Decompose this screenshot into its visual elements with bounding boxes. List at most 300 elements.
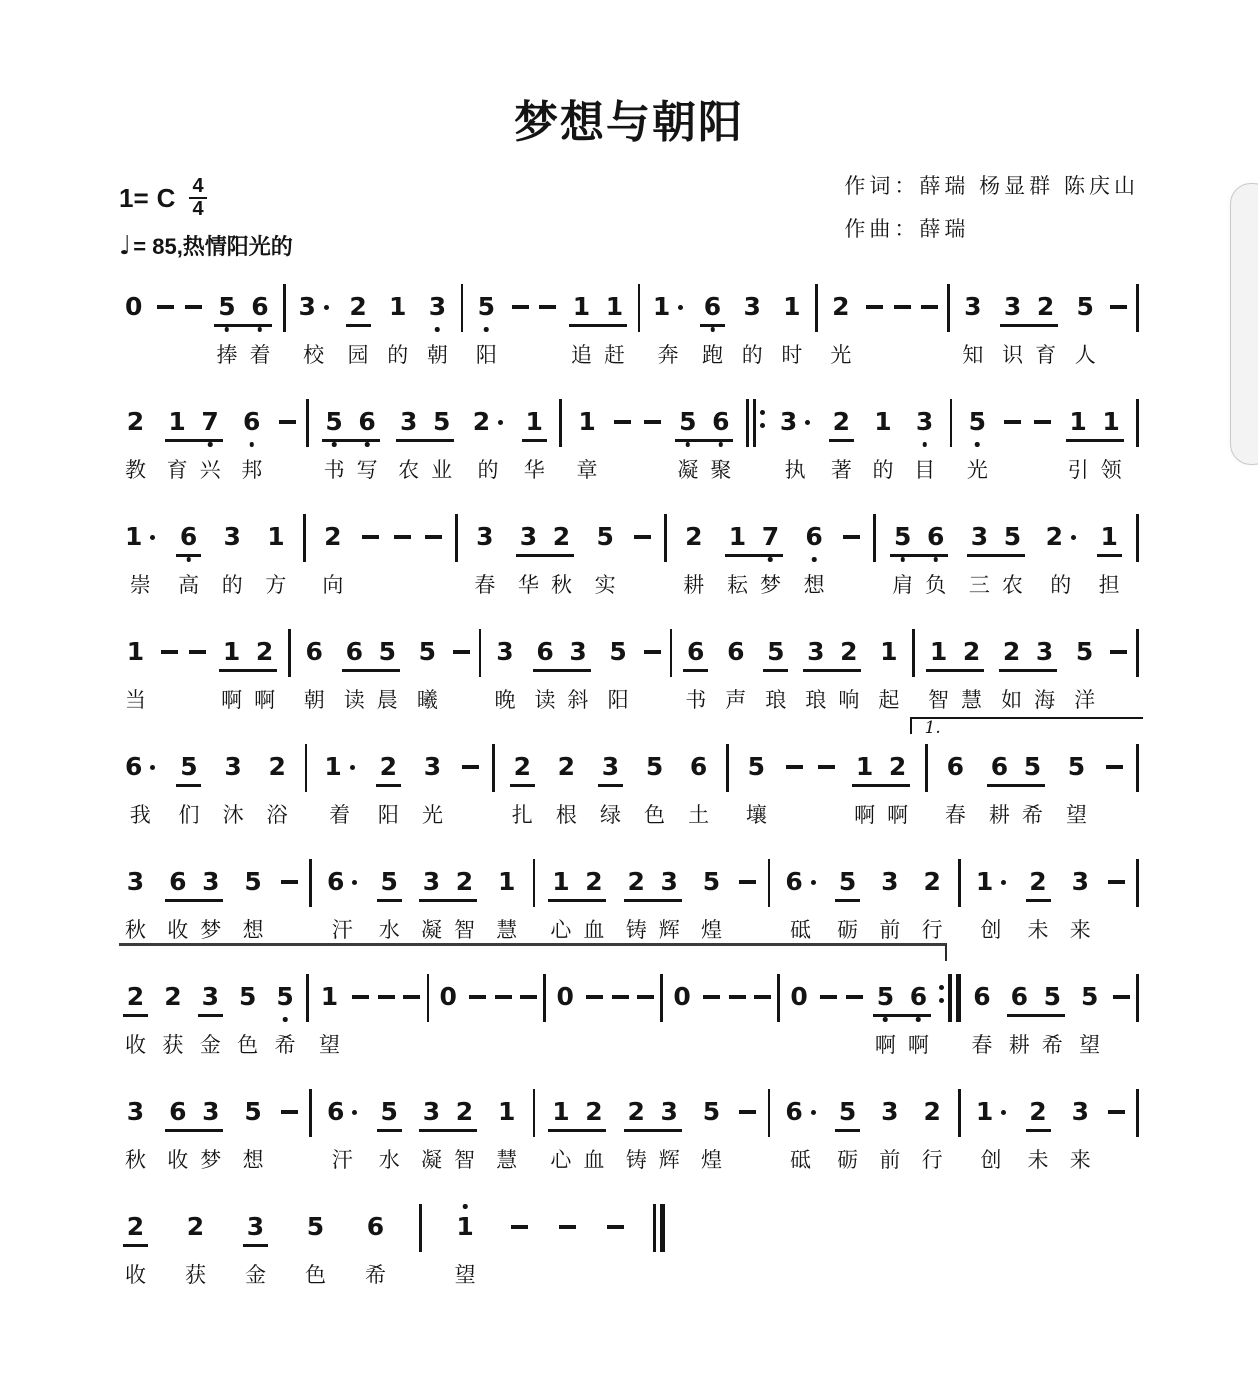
lyric-syllable: 土 (688, 804, 710, 827)
note-box (767, 636, 784, 668)
note-box (218, 291, 235, 323)
lyric-syllable: 想 (242, 919, 264, 942)
note-box (127, 981, 144, 1013)
note-box (327, 1096, 357, 1128)
beam-group (415, 1096, 481, 1170)
note-cell (269, 981, 302, 1055)
dash-bar (703, 995, 720, 999)
lyric-syllable: 秋 (550, 574, 572, 597)
note-number: 3 (224, 752, 242, 781)
lyric-syllable: 沐 (222, 804, 244, 827)
note-number: 5 (702, 1097, 721, 1126)
lyric-syllable: 领 (1100, 459, 1122, 482)
note-number: 2 (513, 752, 531, 781)
note-number: 1 (389, 292, 407, 321)
note-number: 5 (877, 981, 894, 1013)
lyric-syllable: 响 (838, 689, 860, 712)
lyric-syllable: 晚 (494, 689, 516, 712)
duration-dash (510, 291, 531, 323)
note-cell (594, 751, 627, 825)
octave-dot-low (283, 1017, 288, 1022)
note-box (244, 1096, 261, 1128)
lyric-syllable: 赶 (603, 344, 625, 367)
note-cell (562, 636, 595, 710)
dash-bar (189, 650, 206, 654)
note-box (783, 291, 800, 323)
credits-block (844, 176, 1139, 240)
note-cell (448, 866, 481, 940)
note-number: 2 (349, 292, 367, 321)
bar-thick (660, 1204, 666, 1252)
score-line (119, 1096, 1139, 1170)
duration-dash (277, 406, 298, 438)
note-cell (172, 521, 205, 595)
beam-line (683, 669, 708, 672)
beam-line (165, 439, 223, 442)
beam-line (987, 784, 1045, 787)
duration-dash (612, 406, 633, 438)
note-cell (996, 521, 1029, 595)
barline (305, 744, 308, 792)
lyric-syllable: 春 (971, 1034, 993, 1057)
note-box (379, 636, 396, 668)
lyric-syllable: 园 (347, 344, 369, 367)
lyric-syllable: 色 (305, 1264, 326, 1287)
note-cell (529, 636, 562, 710)
note-cell (359, 1211, 392, 1285)
barline (455, 514, 458, 562)
beam-group (848, 751, 914, 825)
octave-dot-low (365, 442, 370, 447)
duration-dash (841, 521, 862, 553)
beam-group (161, 406, 227, 480)
note-box (1072, 1096, 1089, 1128)
dash-bar (394, 535, 411, 539)
dash-bar (637, 995, 654, 999)
note-box (627, 866, 644, 898)
note-cell (313, 981, 346, 1055)
note-number: 6 (536, 637, 554, 666)
note-box (840, 636, 857, 668)
tempo-text: = 85,热情阳光的 (133, 234, 293, 259)
note-cell (161, 1096, 194, 1170)
beam-group (161, 866, 227, 940)
note-number: 5 (767, 637, 785, 666)
octave-dot-low (812, 557, 817, 562)
beam-group (1062, 406, 1128, 480)
dash-bar (786, 765, 803, 769)
note-number: 1 (1102, 407, 1120, 436)
note-number: 1 (975, 1097, 994, 1126)
note-number: 5 (1067, 752, 1086, 781)
note-box (125, 291, 142, 323)
note-cell (1064, 866, 1097, 940)
beam-line (624, 1129, 682, 1132)
lyric-syllable: 来 (1069, 919, 1091, 942)
dash-bar (520, 995, 537, 999)
lyric-syllable: 春 (474, 574, 496, 597)
dash-bar (403, 995, 420, 999)
volta-bracket (910, 717, 1144, 738)
note-cell (237, 866, 270, 940)
note-cell (506, 751, 539, 825)
note-number: 5 (380, 867, 398, 896)
lyric-syllable: 耕 (1008, 1034, 1030, 1057)
note-cell (248, 636, 281, 710)
note-number: 2 (685, 522, 703, 551)
note-box (894, 521, 911, 553)
note-box (324, 521, 341, 553)
note-number: 1 (324, 752, 342, 781)
note-number: 5 (747, 752, 766, 781)
barline (543, 974, 546, 1022)
note-cell (1062, 406, 1095, 480)
augmentation-dot (350, 765, 355, 770)
note-cell (831, 866, 864, 940)
note-number: 2 (585, 867, 603, 896)
note-cell (119, 866, 152, 940)
lyric-syllable: 煌 (700, 1149, 722, 1172)
note-cell (919, 521, 952, 595)
note-cell (373, 866, 406, 940)
note-box (267, 521, 284, 553)
note-number: 1 (855, 752, 874, 781)
note-box (743, 291, 760, 323)
note-cell (798, 521, 831, 595)
lyric-syllable: 识 (1002, 344, 1024, 367)
octave-dot-low (710, 327, 715, 332)
lyric-syllable: 华 (523, 459, 545, 482)
lyric-syllable: 未 (1027, 919, 1049, 942)
note-number: 5 (238, 982, 257, 1011)
lyric-syllable: 执 (784, 459, 806, 482)
beam-group (161, 1096, 227, 1170)
note-cell (489, 636, 522, 710)
lyric-syllable: 望 (1065, 804, 1087, 827)
note-cell (721, 521, 754, 595)
note-box (877, 981, 894, 1013)
note-box (498, 1096, 515, 1128)
barline (815, 284, 818, 332)
note-box (1011, 981, 1028, 1013)
duration-dash (844, 981, 865, 1013)
note-box (805, 521, 822, 553)
lyric-syllable: 担 (1098, 574, 1120, 597)
beam-line (176, 784, 201, 787)
dash-bar (469, 995, 486, 999)
note-number: 5 (679, 406, 696, 438)
note-cell (449, 1211, 482, 1285)
note-number: 5 (478, 291, 495, 323)
note-number: 6 (805, 521, 822, 553)
note-number: 1 (572, 292, 591, 321)
note-box (164, 981, 181, 1013)
score-line (119, 406, 1139, 480)
note-box (971, 521, 988, 553)
lyric-syllable: 实 (594, 574, 616, 597)
note-box (552, 1096, 569, 1128)
note-cell (902, 981, 935, 1055)
lyric-syllable: 追 (570, 344, 592, 367)
beam-line (243, 1244, 268, 1247)
beam-line (322, 439, 380, 442)
dash-bar (1108, 880, 1125, 884)
beam-group (620, 1096, 686, 1170)
note-number: 3 (743, 292, 761, 321)
note-box (187, 1211, 204, 1243)
beam-line (829, 439, 854, 442)
note-number: 1 (456, 1211, 473, 1243)
barline (533, 859, 536, 907)
note-number: 2 (126, 407, 145, 436)
note-box (916, 406, 933, 438)
barline (768, 1089, 771, 1137)
key-prefix: 1= (119, 182, 149, 213)
beam-group (983, 751, 1049, 825)
lyric-syllable: 的 (741, 344, 763, 367)
note-box (429, 291, 446, 323)
lyric-syllable: 春 (944, 804, 966, 827)
barline (777, 974, 780, 1022)
dash-bar (586, 995, 603, 999)
note-number: 3 (970, 522, 989, 551)
beam-line (835, 899, 860, 902)
beam-line (522, 439, 547, 442)
note-cell (995, 636, 1028, 710)
scrollbar-thumb[interactable] (1230, 183, 1258, 465)
beam-group (338, 636, 404, 710)
duration-dash (610, 981, 631, 1013)
note-cell (381, 291, 414, 365)
beam-group (518, 406, 551, 480)
note-number: 0 (556, 982, 574, 1011)
note-number: 3 (964, 292, 982, 321)
lyric-syllable: 收 (167, 919, 189, 942)
dash-bar (362, 535, 379, 539)
score-line (119, 981, 1139, 1055)
octave-dot-low (249, 442, 254, 447)
lyric-syllable: 砥 (790, 1149, 812, 1172)
dash-bar (1110, 305, 1127, 309)
note-box (423, 1096, 440, 1128)
note-box (1046, 521, 1076, 553)
beam-group (620, 866, 686, 940)
note-number: 3 (1003, 292, 1022, 321)
note-number: 1 (222, 637, 241, 666)
note-box (127, 406, 144, 438)
beam-line (967, 554, 1025, 557)
note-box (380, 1096, 397, 1128)
bar-thick (956, 974, 962, 1022)
dash-bar (846, 995, 863, 999)
note-box (627, 1096, 644, 1128)
note-number: 5 (244, 867, 262, 896)
beam-group (119, 981, 152, 1055)
lyric-syllable: 时 (781, 344, 803, 367)
note-box (807, 636, 824, 668)
duration-dash (816, 751, 837, 783)
beam-group (721, 521, 787, 595)
note-box (1037, 291, 1054, 323)
note-cell (1022, 1096, 1055, 1170)
lyric-syllable: 未 (1027, 1149, 1049, 1172)
dash-bar (352, 995, 369, 999)
note-number: 6 (327, 867, 345, 896)
note-cell (194, 866, 227, 940)
note-number: 3 (519, 522, 538, 551)
lyric-syllable: 心 (550, 1149, 572, 1172)
note-box (578, 406, 595, 438)
note-number: 6 (1010, 982, 1028, 1011)
note-box (660, 866, 677, 898)
duration-dash (350, 981, 371, 1013)
note-number: 6 (946, 752, 965, 781)
barline (873, 514, 876, 562)
note-box (276, 981, 293, 1013)
note-box (202, 866, 219, 898)
lyric-syllable: 扎 (511, 804, 533, 827)
note-cell (620, 1096, 653, 1170)
note-cell (620, 866, 653, 940)
note-number: 6 (785, 1097, 803, 1126)
beam-group (392, 406, 458, 480)
duration-dash (737, 1096, 758, 1128)
note-cell (831, 1096, 864, 1170)
note-number: 1 (929, 637, 948, 666)
dash-bar (559, 1225, 576, 1229)
barline (288, 629, 291, 677)
beam-group (512, 521, 578, 595)
barline (1136, 1089, 1139, 1137)
note-cell (719, 636, 752, 710)
note-number: 5 (1003, 522, 1022, 551)
barline (306, 974, 309, 1022)
note-cell (881, 751, 914, 825)
lyric-syllable: 希 (274, 1034, 296, 1057)
note-cell (1040, 521, 1082, 595)
note-number: 2 (832, 292, 850, 321)
note-cell (775, 291, 808, 365)
lyric-syllable: 三 (968, 574, 990, 597)
note-box (673, 981, 690, 1013)
duration-dash (183, 291, 204, 323)
note-cell (318, 406, 351, 480)
octave-dot-low (435, 327, 440, 332)
note-number: 3 (807, 637, 825, 666)
lyric-syllable: 业 (431, 459, 453, 482)
note-number: 5 (378, 637, 396, 666)
octave-dot-high (463, 1204, 468, 1209)
beam-line (419, 1129, 477, 1132)
note-number: 5 (276, 981, 293, 1013)
note-box (478, 291, 495, 323)
note-box (419, 636, 436, 668)
note-number: 5 (702, 867, 721, 896)
note-cell (922, 636, 955, 710)
note-cell (261, 751, 294, 825)
barline (1136, 284, 1139, 332)
beam-group (1022, 866, 1055, 940)
note-cell (161, 406, 194, 480)
duration-dash (701, 981, 722, 1013)
note-number: 3 (126, 867, 145, 896)
note-box (325, 406, 342, 438)
dash-bar (279, 420, 296, 424)
lyric-syllable: 啊 (854, 804, 876, 827)
lyric-syllable: 金 (199, 1034, 221, 1057)
note-box (748, 751, 765, 783)
beam-group (825, 406, 858, 480)
lyric-syllable: 心 (550, 919, 572, 942)
lyric-syllable: 想 (242, 1149, 264, 1172)
dash-bar (644, 420, 661, 424)
lyric-syllable: 声 (725, 689, 747, 712)
score-line (119, 718, 1139, 827)
note-box (1036, 636, 1053, 668)
note-number: 6 (727, 637, 745, 666)
lyric-syllable: 耕 (988, 804, 1010, 827)
beam-line (763, 669, 788, 672)
final-barline (653, 1204, 666, 1252)
note-box (520, 521, 537, 553)
note-cell (415, 866, 448, 940)
rest-cell (667, 981, 696, 1013)
note-box (856, 751, 873, 783)
note-box (307, 1211, 324, 1243)
dash-bar (754, 995, 771, 999)
beam-group (210, 291, 276, 365)
lyric-syllable: 收 (167, 1149, 189, 1172)
note-box (202, 1096, 219, 1128)
note-number: 1 (126, 637, 145, 666)
lyric-syllable: 水 (378, 1149, 400, 1172)
note-box (780, 406, 810, 438)
note-cell (824, 291, 857, 365)
note-cell (1093, 521, 1126, 595)
rest-cell (119, 291, 148, 323)
score-line (119, 866, 1139, 940)
note-number: 1 (267, 522, 285, 551)
note-number: 3 (423, 752, 442, 781)
note-box (969, 406, 986, 438)
note-number: 5 (838, 1097, 857, 1126)
lyric-syllable: 如 (1001, 689, 1023, 712)
beam-group (696, 291, 729, 365)
note-cell (467, 406, 509, 480)
note-cell (961, 406, 994, 480)
note-box (346, 636, 363, 668)
duration-dash (1002, 406, 1023, 438)
dash-bar (614, 420, 631, 424)
note-cell (416, 751, 449, 825)
lyric-syllable: 辉 (658, 919, 680, 942)
barline (461, 284, 464, 332)
beam-group (119, 1211, 152, 1285)
duration-dash (1108, 636, 1129, 668)
note-number: 1 (1069, 407, 1087, 436)
note-cell (1095, 406, 1128, 480)
lyric-syllable: 行 (921, 919, 943, 942)
lyric-syllable: 当 (125, 689, 146, 712)
note-number: 2 (455, 867, 474, 896)
note-cell (351, 406, 384, 480)
beam-group (373, 866, 406, 940)
duration-dash (1108, 291, 1129, 323)
note-cell (425, 406, 458, 480)
note-number: 1 (168, 407, 186, 436)
note-cell (939, 751, 972, 825)
tempo-marking (119, 230, 293, 261)
